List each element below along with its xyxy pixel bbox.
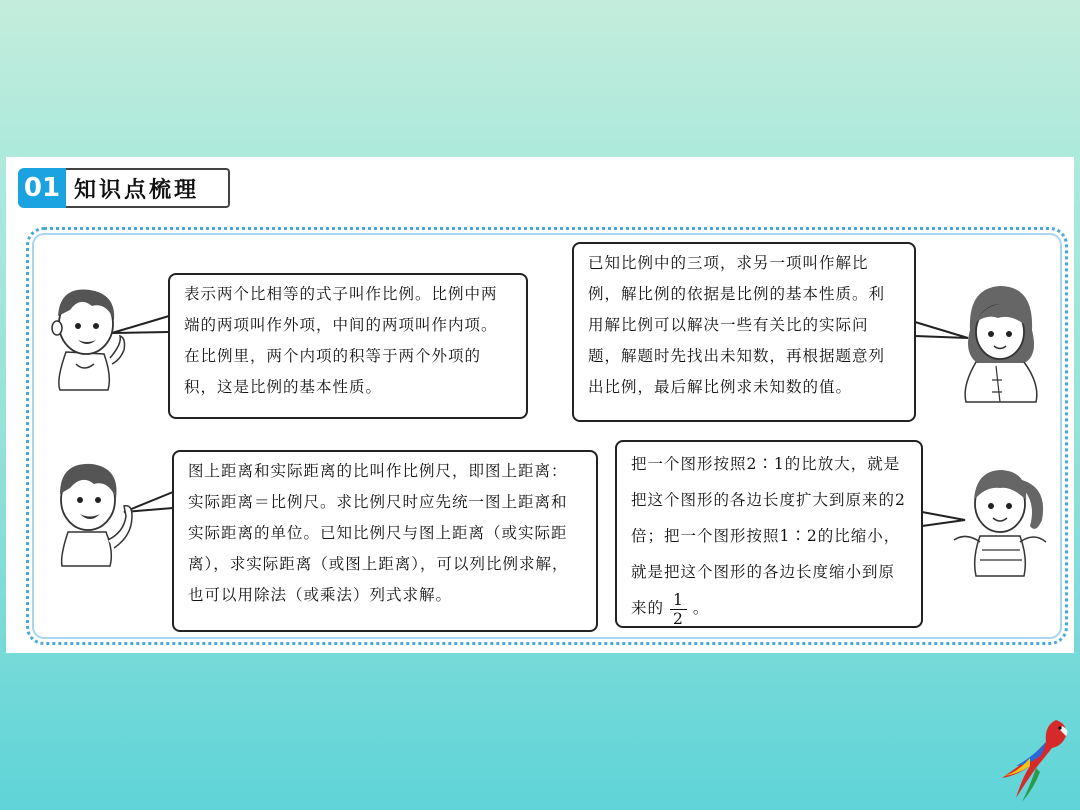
girl-ponytail-illustration-icon <box>950 460 1054 580</box>
fraction-one-half <box>670 591 687 628</box>
section-title: 知识点梳理 <box>66 168 230 208</box>
b4-end: 。 <box>692 599 710 617</box>
b4-text: 把一个图形按照2∶1的比放大，就是把这个图形的各边长度扩大到原来的2倍；把一个图形按照1∶2的比缩小，就是把这个图形的各边长度缩小到原来的 <box>631 455 906 617</box>
speech-bubble-scale: 图上距离和实际距离的比叫作比例尺，即图上距离：实际距离＝比例尺。求比例尺时应先统一图上距离和实际距离的单位。已知比例尺与图上距离（或实际距离），求实际距离（或图上距离），可以列比例求解，也可以用除法（或乘法）列式求解。 <box>172 450 598 632</box>
girl-illustration-icon <box>952 280 1048 404</box>
fraction-denominator: 2 <box>673 609 684 628</box>
speech-bubble-proportion-definition: 表示两个比相等的式子叫作比例。比例中两端的两项叫作外项，中间的两项叫作内项。在比例里，两个内项的积等于两个外项的积，这是比例的基本性质。 <box>168 273 528 419</box>
fraction-numerator: 1 <box>670 591 687 610</box>
speech-bubble-solve-proportion: 已知比例中的三项，求另一项叫作解比例，解比例的依据是比例的基本性质。利用解比例可以解决一些有关比的实际问题，解题时先找出未知数，再根据题意列出比例，最后解比例求未知数的值。 <box>572 242 916 422</box>
section-number: 01 <box>18 168 66 208</box>
parrot-icon <box>996 716 1076 806</box>
speech-bubble-enlarge-shrink <box>615 440 923 628</box>
boy-pointing-illustration-icon <box>40 456 140 568</box>
boy-illustration-icon <box>36 280 132 392</box>
